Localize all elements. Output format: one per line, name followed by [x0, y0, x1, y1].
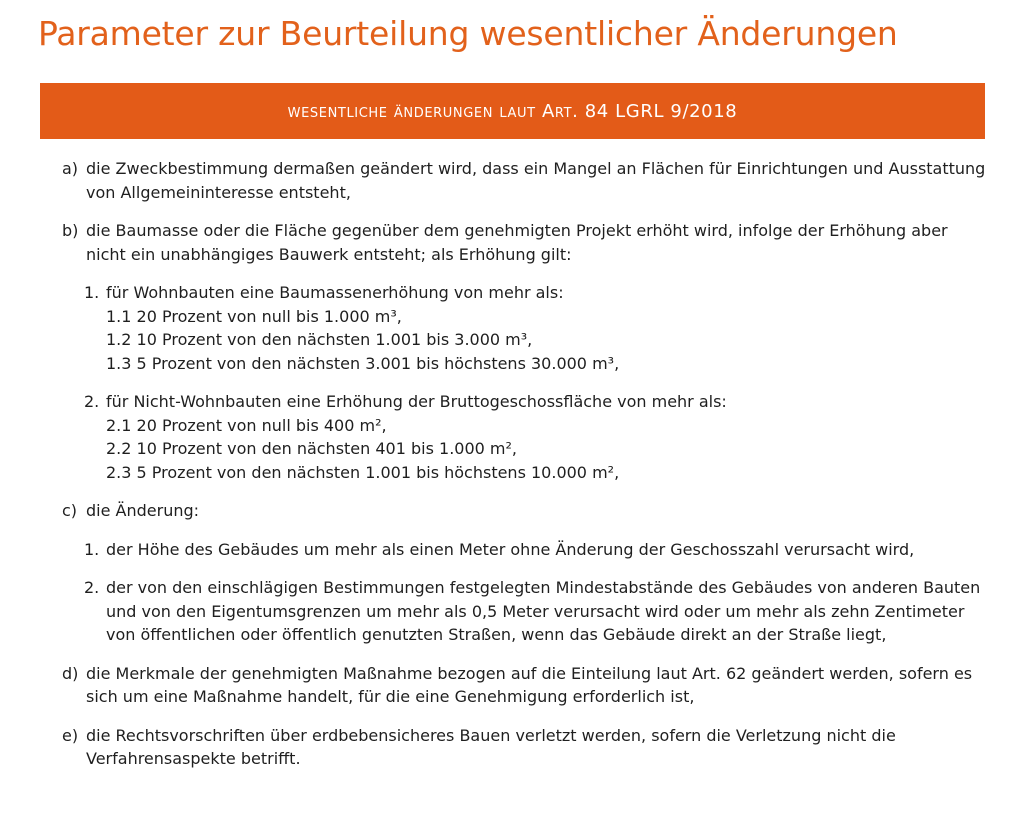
- sub-item-heading: für Nicht-Wohnbauten eine Erhöhung der Bruttogeschossfläche von mehr als:: [106, 392, 727, 411]
- item-marker: a): [62, 159, 79, 178]
- sub-item-line: 2.1 20 Prozent von null bis 400 m²,: [106, 415, 387, 435]
- sub-item-line: 1.2 10 Prozent von den nächsten 1.001 bis 3.000 m³,: [106, 330, 533, 349]
- item-marker: b): [62, 221, 79, 240]
- sub-item-marker: 2.: [84, 578, 100, 597]
- sub-item-marker: 2.: [84, 392, 100, 411]
- banner-text: wesentliche änderungen laut Art. 84 LGRL 9/2018: [287, 100, 738, 122]
- sub-item-heading: für Wohnbauten eine Baumassenerhöhung von mehr als:: [106, 283, 564, 302]
- sub-item-b2: [84, 390, 992, 484]
- item-text: die Zweckbestimmung dermaßen geändert wird, dass ein Mangel an Flächen für Einrichtungen und Ausstattung von Allgemeininteresse entsteht,: [86, 159, 986, 202]
- list-item-a: [62, 157, 992, 204]
- sub-item-c1: [84, 538, 992, 562]
- list-item-d: [62, 662, 992, 709]
- sub-item-marker: 1.: [84, 283, 100, 302]
- sub-item-marker: 1.: [84, 539, 100, 559]
- item-marker: c): [62, 501, 78, 520]
- item-text: die Merkmale der genehmigten Maßnahme bezogen auf die Einteilung laut Art. 62 geändert werden, sofern es sich um eine Maßnahme handelt, für die eine Genehmigung erforderlich ist,: [86, 663, 973, 706]
- page-title: Parameter zur Beurteilung wesentlicher Änderungen: [38, 14, 898, 53]
- list-item-e: [62, 724, 992, 771]
- list-item-b: [62, 219, 992, 266]
- item-text: die Rechtsvorschriften über erdbebensicheres Bauen verletzt werden, sofern die Verletzung nicht die Verfahrensaspekte betrifft.: [86, 725, 896, 768]
- list-item-c: [62, 499, 992, 523]
- item-marker: d): [62, 663, 79, 683]
- sub-item-line: 1.3 5 Prozent von den nächsten 3.001 bis höchstens 30.000 m³,: [106, 353, 620, 373]
- sub-item-text: der Höhe des Gebäudes um mehr als einen Meter ohne Änderung der Geschosszahl verursacht wird,: [106, 539, 915, 559]
- sub-item-c2: [84, 576, 992, 647]
- sub-item-line: 1.1 20 Prozent von null bis 1.000 m³,: [106, 306, 402, 326]
- item-text: die Baumasse oder die Fläche gegenüber dem genehmigten Projekt erhöht wird, infolge der Erhöhung aber nicht ein unabhängiges Bauwerk entsteht; als Erhöhung gilt:: [86, 221, 948, 264]
- sub-item-text: der von den einschlägigen Bestimmungen festgelegten Mindestabstände des Gebäudes von anderen Bauten und von den Eigentumsgrenzen um mehr als 0,5 Meter verursacht wird oder um mehr als zehn Zentimeter von öffentlichen oder öffentlich genutzten Straßen, wenn das Gebäude direkt an der Straße liegt,: [106, 578, 981, 644]
- section-banner: [40, 83, 985, 139]
- item-text: die Änderung:: [86, 501, 200, 520]
- item-marker: e): [62, 725, 79, 745]
- sub-item-line: 2.3 5 Prozent von den nächsten 1.001 bis höchstens 10.000 m²,: [106, 462, 620, 482]
- sub-item-line: 2.2 10 Prozent von den nächsten 401 bis 1.000 m²,: [106, 439, 517, 458]
- article-content: [62, 157, 992, 786]
- sub-item-b1: [84, 281, 992, 375]
